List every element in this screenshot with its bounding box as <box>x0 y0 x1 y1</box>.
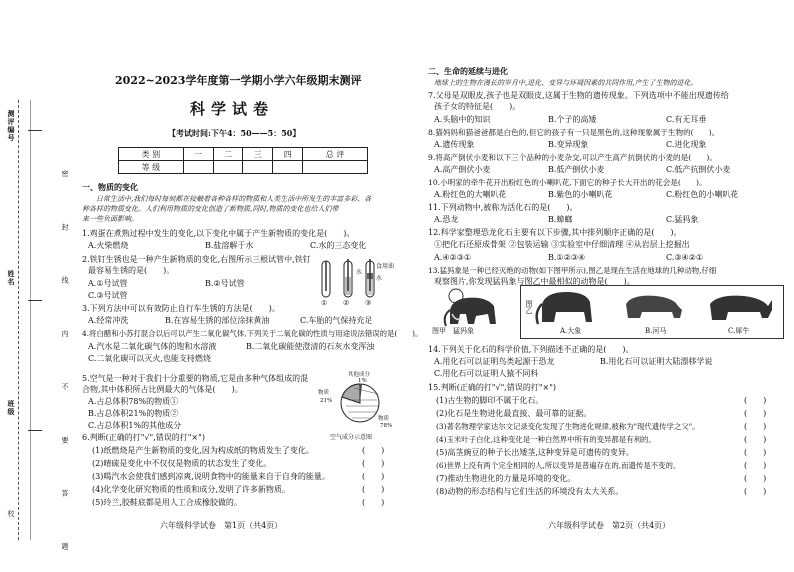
mammoth-label: 图甲 猛犸象 <box>432 327 474 335</box>
q12-option-c[interactable]: C.③④②① <box>666 253 704 262</box>
class-blank[interactable] <box>28 430 42 431</box>
grade-cell[interactable] <box>303 161 368 174</box>
pie-label-substance2: 物质 <box>318 390 330 396</box>
q15-answer-box[interactable]: ( ) <box>744 487 767 496</box>
q5-stem: 5.空气是一种对于我们十分重要的物质,它是由多种气体组成的混 <box>82 374 309 383</box>
score-header-cell: 四 <box>273 148 303 161</box>
q15-item: (6)世界上没有两个完全相同的人,所以变异是普遍存在的,而遗传是不变的。 <box>436 461 681 470</box>
q3-option-a[interactable]: A.经常冲洗 <box>88 316 129 325</box>
q15-item: (5)高茎豌豆的种子长出矮茎,这种变异是可遗传的变异。 <box>436 448 634 457</box>
fig-b-label: 图乙 <box>525 300 533 314</box>
q12-stem: 12.科学家整理恐龙化石主要有以下步骤,其中排列顺序正确的是( )。 <box>428 228 682 237</box>
section1-title: 一、物质的变化 <box>82 182 138 192</box>
pie-label-78pct: 78% <box>380 423 393 429</box>
tube-label-2: ② <box>343 299 350 307</box>
q6-answer-box[interactable]: ( ) <box>362 485 385 494</box>
q15-item: (7)推动生物进化的力量是环境的变化。 <box>436 474 576 483</box>
q14-stem: 14.下列关于化石的科学价值,下列描述不正确的是( )。 <box>428 345 634 354</box>
q4-option-a[interactable]: A.汽水是二氧化碳气体的饱和水溶液 <box>88 342 217 351</box>
score-table-row <box>119 161 368 174</box>
q13-stem: 观察图片,你发现猛犸象与图乙中最相似的动物是( )。 <box>434 277 635 286</box>
test-tube-1 <box>322 261 330 297</box>
section2-title: 二、生命的延续与进化 <box>428 66 508 76</box>
q2-option-b[interactable]: B.②号试管 <box>205 279 245 288</box>
q12-option-b[interactable]: B.①②③④ <box>548 253 586 262</box>
q11-option-c[interactable]: C.猛犸象 <box>666 215 699 224</box>
exam-subtitle: 科学试卷 <box>190 100 275 118</box>
q12-option-a[interactable]: A.④②③① <box>434 253 472 262</box>
school-label: 校 <box>7 510 15 518</box>
q6-answer-box[interactable]: ( ) <box>362 498 385 507</box>
q9-stem: 9.将高产倒伏小麦和以下三个品种的小麦杂交,可以产生高产抗倒伏的小麦的是( )。 <box>428 153 717 162</box>
q3-option-b[interactable]: B.在容易生锈的部位涂抹黄油 <box>165 316 270 325</box>
q6-answer-box[interactable]: ( ) <box>362 472 385 481</box>
class-label: 班级 <box>7 400 16 416</box>
q9-option-c[interactable]: C.低产抗倒伏小麦 <box>666 165 731 174</box>
q15-answer-box[interactable]: ( ) <box>744 448 767 457</box>
q1-option-a[interactable]: A.火柴燃烧 <box>88 241 129 250</box>
score-header-cell: 一 <box>183 148 213 161</box>
q12-steps: ①把化石还原成骨架 ②包装运输 ③实验室中仔细清理 ④从岩层上挖掘出 <box>434 240 690 249</box>
q8-option-b[interactable]: B.变异现象 <box>548 140 589 149</box>
tube-text-oil: 食用油 <box>376 263 395 270</box>
intro-line: 日常生活中,我们每时每刻都在接触着各种各样的物质和人类生活中所发生的丰富多彩、各 <box>96 195 372 203</box>
q13-stem: 13.猛犸象是一种已经灭绝的动物(如下图甲所示),图乙是现在生活在地球的几种动物,仔细 <box>428 266 717 275</box>
q1-option-c[interactable]: C.水的三态变化 <box>310 241 367 250</box>
q7-stem: 7.父母是双眼皮,孩子也是双眼皮,这属于生物的遗传现象。下列选项中不能出现遗传给 <box>428 91 729 100</box>
score-header-cell: 二 <box>213 148 243 161</box>
tube-text-water2: 水 <box>376 275 383 282</box>
pie-label-21pct: 21% <box>320 398 333 404</box>
q15-answer-box[interactable]: ( ) <box>744 461 767 470</box>
rhino-icon <box>710 296 772 320</box>
q15-stem: 15.判断(正确的打"√",错误的打"×") <box>428 383 557 392</box>
grade-label-cell: 等 级 <box>119 161 184 174</box>
q7-option-c[interactable]: C.有无耳垂 <box>666 115 707 124</box>
tube-label-1: ① <box>321 299 328 307</box>
exam-number-label: 测评编号 <box>7 110 16 142</box>
q6-stem: 6.判断(正确的打"√",错误的打"×") <box>82 433 205 442</box>
hippo-icon <box>626 296 682 318</box>
q1-option-b[interactable]: B.盐溶解于水 <box>205 241 254 250</box>
q5-option-c[interactable]: C.占总体积1%的其他成分 <box>88 421 182 430</box>
margin-rule <box>30 100 32 540</box>
exam-time: 【考试时间:下午4：50——5：50】 <box>168 128 301 138</box>
name-label: 姓名 <box>7 270 16 286</box>
elephant-icon <box>537 292 592 324</box>
seal-dashed-line <box>18 100 20 540</box>
score-table <box>118 147 368 174</box>
grade-cell[interactable] <box>183 161 213 174</box>
pie-label-substance1: 物质 <box>378 416 390 422</box>
q10-stem: 10.小明家的牵牛花开出粉红色的小喇叭花,下面它的种子长大开出的花会是( )。 <box>428 178 707 187</box>
q15-answer-box[interactable]: ( ) <box>744 422 767 431</box>
q6-answer-box[interactable]: ( ) <box>362 446 385 455</box>
q8-option-a[interactable]: A.遗传现象 <box>434 140 475 149</box>
q6-item: (3)喝汽水会使我们感到凉爽,说明食物中的能量来自于自身的能量。 <box>92 472 330 481</box>
q6-item: (4)化学变化研究物质的性质和成分,发明了许多新物质。 <box>92 485 290 494</box>
fig-b-animals <box>532 288 780 328</box>
q10-option-a[interactable]: A.粉红色的大喇叭花 <box>434 190 507 199</box>
score-header-cell: 类 别 <box>119 148 184 161</box>
q15-answer-box[interactable]: ( ) <box>744 435 767 444</box>
grade-cell[interactable] <box>273 161 303 174</box>
page-footer-left: 六年级科学试卷 第1页（共4页） <box>160 521 283 530</box>
tube-text-water: 水 <box>356 269 363 276</box>
q6-item: (2)晴硫是变化中不仅仅是物质的状态发生了变化。 <box>92 459 272 468</box>
q15-item: (1)古生物的脚印不属于化石。 <box>436 396 544 405</box>
q5-option-b[interactable]: B.占总体积21%的物质② <box>88 409 179 418</box>
q10-option-c[interactable]: C.粉红色的小喇叭花 <box>666 190 739 199</box>
q13-option-a[interactable]: A.大象 <box>560 327 582 335</box>
exam-title: 2022~2023学年度第一学期小学六年级期末测评 <box>115 74 362 87</box>
q2-stem: 2.铁钉生锈也是一种产生新物质的变化,右图所示三根试管中,铁钉 <box>82 255 311 264</box>
grade-cell[interactable] <box>243 161 273 174</box>
q9-option-b[interactable]: B.低产倒伏小麦 <box>548 165 605 174</box>
q8-stem: 8.猫妈妈和猫爸爸都是白色的,但它的孩子有一只是黑色的,这种现象属于生物的( )。 <box>428 128 720 137</box>
q11-option-b[interactable]: B.蟑螂 <box>548 215 573 224</box>
q9-option-a[interactable]: A.高产倒伏小麦 <box>434 165 491 174</box>
pie-caption: 空气成分示意图 <box>330 434 373 441</box>
tube-label-3: ③ <box>365 299 372 307</box>
page-footer-right: 六年级科学试卷 第2页（共4页） <box>548 521 671 530</box>
q4-stem: 4.将白醋和小苏打混合以后可以产生二氧化碳气体,下列关于二氧化碳的性质与用途说法错误的是( )。 <box>82 329 423 338</box>
q13-option-c[interactable]: C.犀牛 <box>728 327 750 335</box>
q15-item: (2)化石是生物进化最直接、最可靠的证据。 <box>436 409 592 418</box>
pie-label-1pct: 1% <box>358 378 367 384</box>
test-tube-2 <box>344 259 352 297</box>
score-header-cell: 总 评 <box>303 148 368 161</box>
q2-stem: 最容易生锈的是( )。 <box>88 266 175 275</box>
q4-option-b[interactable]: B.二氧化碳能使澄清的石灰水变浑浊 <box>246 342 375 351</box>
q15-item: (3)著名物理学家达尔文记录变化发现了生物进化规律,被称为"现代遗传学之父"。 <box>436 422 700 431</box>
q6-item: (1)纸燃烧是产生新物质的变化,因为构成纸的物质发生了变化。 <box>92 446 314 455</box>
q14-option-a[interactable]: A.用化石可以证明鸟类起源于恐龙 <box>434 357 555 366</box>
q2-option-c[interactable]: C.③号试管 <box>88 291 128 300</box>
q7-option-a[interactable]: A.头脑中的知识 <box>434 115 491 124</box>
q6-item: (5)玲兰,胶鞋底都是用人工合成橡胶做的。 <box>92 498 242 507</box>
q13-option-b[interactable]: B.河马 <box>645 327 667 335</box>
score-header-cell: 三 <box>243 148 273 161</box>
q5-stem: 合物,其中体积所占比例最大的气体是( )。 <box>82 385 243 394</box>
q3-stem: 3.下列方法中可以有效防止自行车生锈的方法是( )。 <box>82 304 280 313</box>
q11-option-a[interactable]: A.恐龙 <box>434 215 459 224</box>
q15-item: (8)动物的形态结构与它们生活的环境没有太大关系。 <box>436 487 624 496</box>
q7-option-b[interactable]: B.个子的高矮 <box>548 115 597 124</box>
q2-option-a[interactable]: A.①号试管 <box>88 279 128 288</box>
q10-option-b[interactable]: B.紫色的小喇叭花 <box>548 190 613 199</box>
score-table-header <box>119 148 368 161</box>
q15-answer-box[interactable]: ( ) <box>744 474 767 483</box>
intro-line: 来一些负面影响。 <box>82 215 138 223</box>
q15-answer-box[interactable]: ( ) <box>744 396 767 405</box>
intro-line: 种各样的物质变化。人们利用物质的变化创造了新物质,同时,物质的变化也给人们带 <box>82 205 339 213</box>
q7-stem: 孩子女的特征是( )。 <box>434 102 521 111</box>
q14-option-c[interactable]: C.用化石可以证明人猿不同科 <box>434 369 539 378</box>
grade-cell[interactable] <box>213 161 243 174</box>
test-tube-3 <box>366 259 374 297</box>
section2-intro: 地球上的生物在漫长的岁月中,进化、变异与环境因素的共同作用,产生了生物的进化。 <box>434 79 698 87</box>
q4-option-c[interactable]: C.二氧化碳可以灭火,也能支持燃烧 <box>88 354 211 363</box>
q15-answer-box[interactable]: ( ) <box>744 409 767 418</box>
q5-option-a[interactable]: A.占总体积78%的物质① <box>88 397 179 406</box>
q8-option-c[interactable]: C.进化现象 <box>666 140 707 149</box>
q15-item: (4)玉米叶子白化,这种变化是一种白然界中所有的变异都是有利的。 <box>436 435 656 444</box>
q6-answer-box[interactable]: ( ) <box>362 459 385 468</box>
name-blank[interactable] <box>28 300 42 301</box>
pie-label-other: 其他成分 <box>348 372 371 378</box>
seal-line-text: 密 封 线 内 不 要 答 题 <box>61 170 69 572</box>
q14-option-b[interactable]: B.用化石可以证明大陆漂移学说 <box>600 357 713 366</box>
q1-stem: 1.鸡蛋在煮熟过程中发生的变化,以下变化中属于产生新物质的变化是( )。 <box>82 229 355 238</box>
q11-stem: 11.下列动物中,被称为活化石的是( )。 <box>428 203 578 212</box>
q3-option-c[interactable]: C.车胎的气保持充足 <box>300 316 373 325</box>
exam-number-blank[interactable] <box>28 130 42 131</box>
